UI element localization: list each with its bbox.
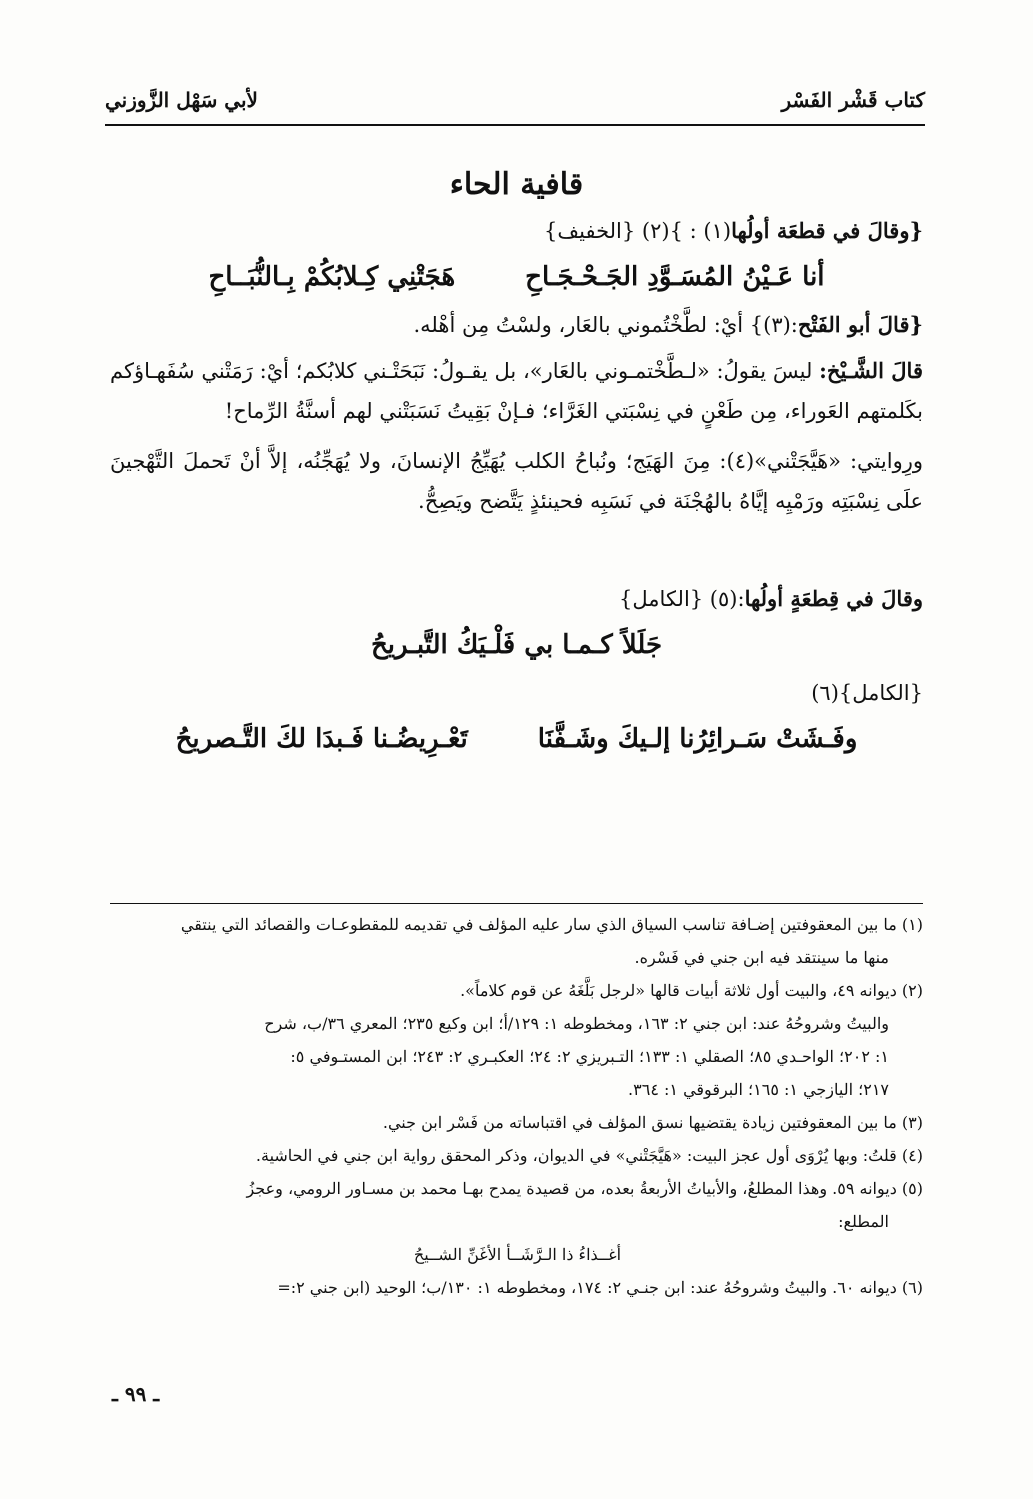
poem2-intro-rest: :(٥) {الكامل} xyxy=(619,587,745,611)
footnote-1: (١) ما بين المعقوفتين إضـافة تناسب السياق الذي سار عليه المؤلف في تقديمه للمقطوعـات والقصائد التي ينتقي xyxy=(180,915,923,934)
verse-2 xyxy=(110,625,923,665)
footnote-1-cont: منها ما سينتقد فيه ابن جني في فَسْره. xyxy=(634,948,889,967)
abulfath-lead: {قالَ أبو الفَتْح xyxy=(797,312,923,337)
section-title: قافية الحاء xyxy=(449,167,584,202)
spacer xyxy=(110,521,923,579)
footnote-5-cont: المطلع: xyxy=(838,1212,889,1231)
verse-1 xyxy=(110,257,923,297)
abulfath-commentary xyxy=(110,305,923,345)
footnote-2-cont-3: ٢١٧؛ اليازجي ١: ١٦٥؛ البرقوقي ١: ٣٦٤. xyxy=(628,1080,889,1099)
main-text xyxy=(110,165,923,767)
verse-1-hemistich-2: هَجَتْنِي كِـلابُكُمْ بِـالنُّبَــاحِ xyxy=(208,262,456,292)
header-rule xyxy=(105,124,925,126)
shaykh-lead: قالَ الشَّـيْخ: xyxy=(819,358,923,383)
shaykh-text: ليسَ يقولُ: «لـطَّخْتمـوني بالعَار»، بل يقـولُ: نَبَحَتْـني كلابُكم؛ أيْ: رَمَتْني سُفَهـاؤكم بكَلمتهم العَوراء، مِن طَعْنٍ في نِسْبَتي الغَرَّاء؛ فـإنْ بَقِيتُ نَسَبَتْني لهم أسنَّةُ الرِّماح! xyxy=(110,359,923,423)
verse-3-hemistich-1: وفَـشَتْ سَـرائِرُنا إلـيكَ وشَـفَّنَا xyxy=(537,724,858,754)
footnote-2: (٢) ديوانه ٤٩، والبيت أول ثلاثة أبيات قالها «لرجل بَلَّغَهُ عن قوم كلاماً». xyxy=(460,981,923,1000)
poem2-meter: {الكامل}(٦) xyxy=(811,681,923,705)
footnote-6: (٦) ديوانه ٦٠. والبيتُ وشروحُهُ عند: ابن جنـي ٢: ١٧٤، ومخطوطه ١: ١٣٠/ب؛ الوحيد (ابن جني ٢:= xyxy=(277,1278,923,1297)
verse-3 xyxy=(110,719,923,759)
running-header xyxy=(105,88,925,112)
poem1-intro-rest: (١) : }(٢) {الخفيف} xyxy=(544,219,732,243)
page-number: ـ ٩٩ ـ xyxy=(112,1382,160,1406)
riwayati-paragraph: ورِوايتي: «هَيَّجَتْني»(٤): مِنَ الهَيَج؛ ونُباحُ الكلب يُهَيِّجُ الإنسانَ، ولا يُهَجِّنُه، إلاَّ أنْ تَحملَ التَّهْجينَ علَى نِسْبَتِه ورَمْيِه إيَّاهُ بالهُجْنَة في نَسَبِه فحينئذٍ يَتَّضح ويَصِحُّ. xyxy=(110,449,923,513)
footnote-rule xyxy=(110,903,923,904)
shaykh-commentary xyxy=(110,351,923,431)
verse-3-hemistich-2: تَعْـرِيضُـنا فَـبدَا لكَ التَّـصريحُ xyxy=(175,724,468,754)
verse-1-hemistich-1: أنا عَـيْنُ المُسَـوَّدِ الجَـحْـجَـاحِ xyxy=(525,262,825,292)
poem2-intro xyxy=(110,579,923,619)
footnote-5-verse: أغــذاءُ ذا الـرَّشَــأ الأغَنِّ الشــيحُ xyxy=(413,1245,622,1264)
poem1-intro-lead: {وقالَ في قطعَة أولُها xyxy=(731,218,923,243)
poem2-intro-lead: وقالَ في قِطعَةٍ أولُها xyxy=(744,586,923,611)
footnotes xyxy=(112,908,923,1304)
footnote-2-cont-2: ١: ٢٠٢؛ الواحـدي ٨٥؛ الصقلي ١: ١٣٣؛ التـبريزي ٢: ٢٤؛ العكبـري ٢: ٢٤٣؛ ابن المستـوفي ٥: xyxy=(290,1047,889,1066)
abulfath-text: :(٣)} أيْ: لطَّخْتُموني بالعَار، ولسْتُ مِن أهْله. xyxy=(413,313,798,337)
footnote-5: (٥) ديوانه ٥٩. وهذا المطلعُ، والأبياتُ الأربعةُ بعده، من قصيدة يمدح بهـا محمد بن مسـاور الرومي، وعجزُ xyxy=(246,1179,923,1198)
header-book-title: كتاب قَشْر الفَسْر xyxy=(781,88,925,112)
header-author: لأبي سَهْل الزَّوزني xyxy=(105,88,258,112)
footnote-4: (٤) قلتُ: وبها يُرْوَى أول عجز البيت: «هَيَّجَتْني» في الديوان، وذكر المحقق رواية ابن جني في الحاشية. xyxy=(255,1146,923,1165)
verse-2-hemistich: جَلَلاً كـمـا بي فَلْـيَكُ التَّبـريحُ xyxy=(370,630,663,660)
footnote-2-cont-1: والبيتُ وشروحُهُ عند: ابن جني ٢: ١٦٣، ومخطوطه ١: ١٢٩/أ؛ ابن وكيع ٢٣٥؛ المعري ٣٦/ب، شرح xyxy=(264,1014,889,1033)
footnote-3: (٣) ما بين المعقوفتين زيادة يقتضيها نسق المؤلف في اقتباساته من فَسْر ابن جني. xyxy=(382,1113,923,1132)
poem1-intro xyxy=(110,211,923,251)
